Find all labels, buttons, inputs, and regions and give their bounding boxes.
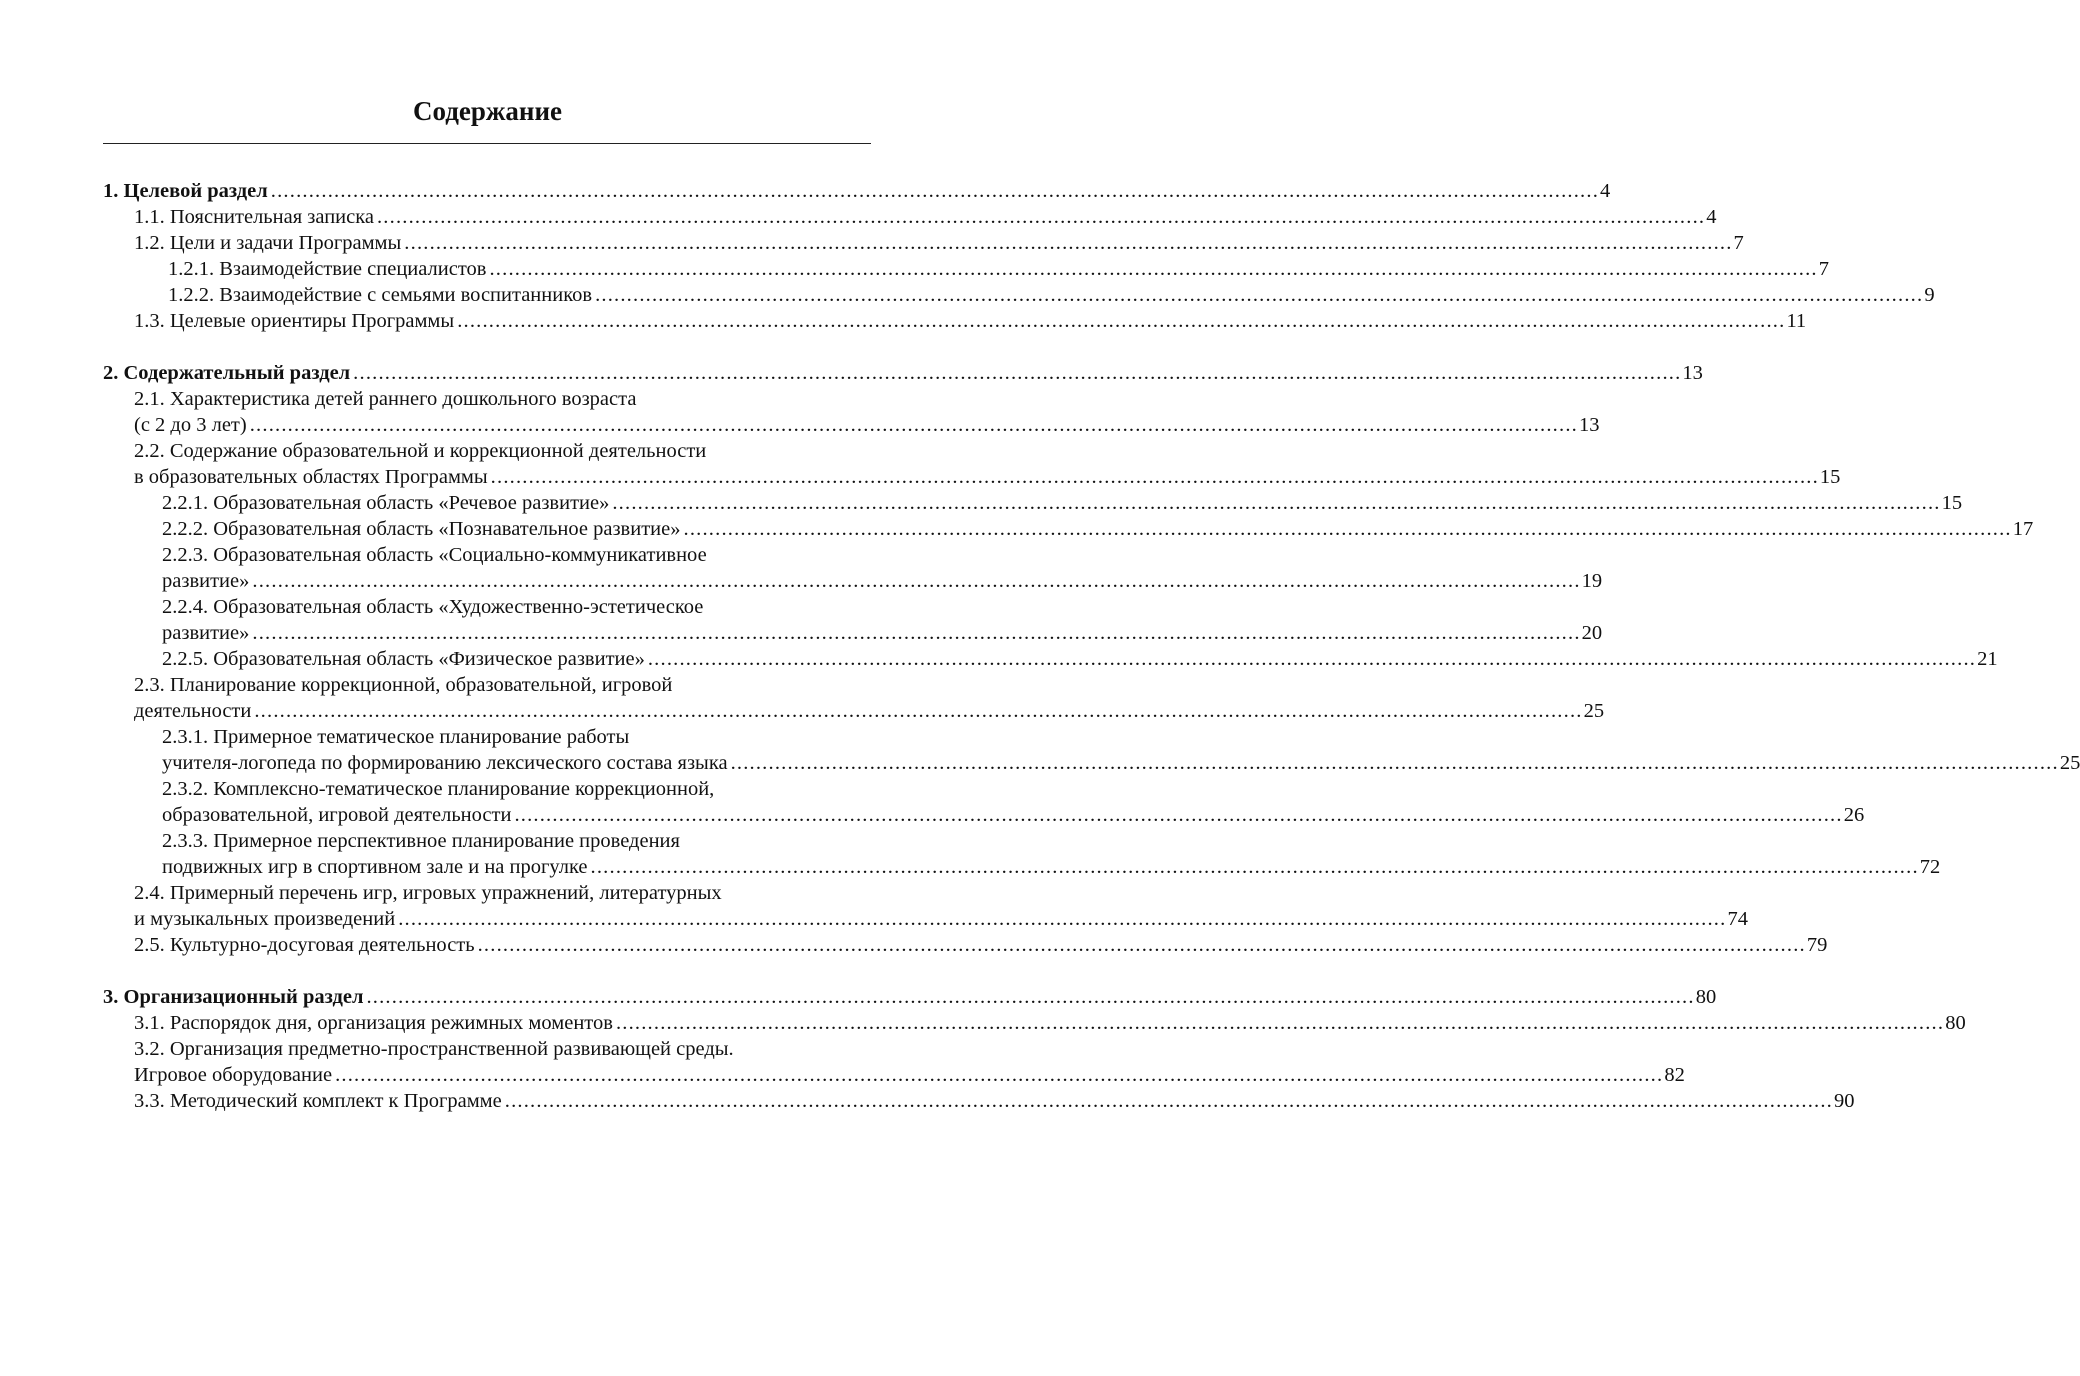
toc-entry-text: 1.2.2. Взаимодействие с семьями воспитанников — [168, 284, 593, 306]
toc-subentry-continuation[interactable] — [103, 750, 2080, 776]
toc-entry[interactable] — [103, 438, 871, 464]
toc-entry-text: 2.2.4. Образовательная область «Художественно-эстетическое — [162, 596, 704, 618]
dot-leader — [404, 230, 1732, 256]
toc-page-number: 9 — [1924, 284, 1935, 306]
toc-page-number: 13 — [1682, 362, 1703, 384]
toc-section-heading[interactable] — [103, 984, 1717, 1010]
toc-entry-text: 3.1. Распорядок дня, организация режимных моментов — [134, 1012, 613, 1034]
toc-page-number: 15 — [1941, 492, 1963, 514]
dot-leader — [648, 646, 1976, 672]
toc-page-number: 26 — [1843, 804, 1865, 826]
page-title: Содержание — [412, 96, 563, 126]
toc-entry-text: 1.2. Цели и задачи Программы — [134, 232, 402, 254]
toc-entry-text: образовательной, игровой деятельности — [162, 804, 512, 826]
dot-leader — [252, 568, 1580, 594]
toc-page-number: 19 — [1581, 570, 1603, 592]
toc-entry-text: 3.3. Методический комплект к Программе — [134, 1090, 502, 1112]
toc-entry-text: и музыкальных произведений — [134, 908, 396, 930]
dot-leader — [505, 1088, 1833, 1114]
toc-entry[interactable] — [103, 204, 1717, 230]
toc-page-number: 17 — [2012, 518, 2034, 540]
toc-entry-text: 1. Целевой раздел — [103, 180, 268, 202]
toc-entry-text: 2.2.2. Образовательная область «Познавательное развитие» — [162, 518, 681, 540]
toc-entry-continuation[interactable] — [103, 906, 1748, 932]
dot-leader — [612, 490, 1940, 516]
toc-page-number: 90 — [1834, 1090, 1855, 1112]
toc-entry-text: развитие» — [162, 570, 250, 592]
title-divider — [103, 143, 871, 144]
dot-leader — [489, 256, 1817, 282]
toc-entry-continuation[interactable] — [103, 698, 1605, 724]
toc-subentry-continuation[interactable] — [103, 854, 1941, 880]
toc-entry-text: 2.4. Примерный перечень игр, игровых упражнений, литературных — [134, 882, 722, 904]
dot-leader — [591, 854, 1919, 880]
toc-page-number: 11 — [1786, 310, 1807, 332]
dot-leader — [731, 750, 2059, 776]
toc-entry-text: 2.2.5. Образовательная область «Физическое развитие» — [162, 648, 645, 670]
toc-entry-text: 2.3.3. Примерное перспективное планирование проведения — [162, 830, 680, 852]
dot-leader — [377, 204, 1705, 230]
toc-entry-continuation[interactable] — [103, 464, 1841, 490]
toc-entry-text: развитие» — [162, 622, 250, 644]
toc-entry-text: 1.2.1. Взаимодействие специалистов — [168, 258, 487, 280]
dot-leader — [335, 1062, 1663, 1088]
toc-subentry-continuation[interactable] — [103, 568, 1603, 594]
dot-leader — [353, 360, 1681, 386]
toc-entry-text: 1.3. Целевые ориентиры Программы — [134, 310, 455, 332]
toc-entry-text: 2.2.3. Образовательная область «Социально-коммуникативное — [162, 544, 707, 566]
toc-page-number: 80 — [1945, 1012, 1966, 1034]
toc-page-number: 4 — [1706, 206, 1717, 228]
dot-leader — [595, 282, 1923, 308]
toc-subentry-continuation[interactable] — [103, 620, 1603, 646]
toc-entry[interactable] — [103, 230, 1744, 256]
toc-entry[interactable] — [103, 672, 871, 698]
toc-entry-text: 2.1. Характеристика детей раннего дошкольного возраста — [134, 388, 637, 410]
toc-entry-text: в образовательных областях Программы — [134, 466, 488, 488]
toc-subentry-continuation[interactable] — [103, 802, 1865, 828]
toc-page-number: 25 — [2059, 752, 2080, 774]
toc-entry-text: подвижных игр в спортивном зале и на прогулке — [162, 856, 588, 878]
toc-page-number: 25 — [1583, 700, 1605, 722]
toc-subentry[interactable] — [103, 646, 1998, 672]
toc-subentry[interactable] — [103, 256, 1829, 282]
dot-leader — [252, 620, 1580, 646]
toc-entry[interactable] — [103, 308, 1807, 334]
toc-entry-text: 2.3.2. Комплексно-тематическое планирование коррекционной, — [162, 778, 715, 800]
toc-page-number: 13 — [1578, 414, 1600, 436]
toc-page-number: 7 — [1733, 232, 1744, 254]
toc-entry-text: Игровое оборудование — [134, 1064, 333, 1086]
toc-entry-text: (с 2 до 3 лет) — [134, 414, 247, 436]
toc-entry-text: 2.5. Культурно-досуговая деятельность — [134, 934, 475, 956]
toc-entry[interactable] — [103, 880, 871, 906]
toc-entry-text: 2.3.1. Примерное тематическое планирование работы — [162, 726, 630, 748]
toc-entry-text: 3. Организационный раздел — [103, 986, 364, 1008]
toc-entry-text: 3.2. Организация предметно-пространственной развивающей среды. — [134, 1038, 734, 1060]
toc-entry[interactable] — [103, 1036, 871, 1062]
toc-entry-continuation[interactable] — [103, 412, 1600, 438]
toc-entry[interactable] — [103, 386, 871, 412]
toc-entry-text: 2.3. Планирование коррекционной, образовательной, игровой — [134, 674, 673, 696]
dot-leader — [478, 932, 1806, 958]
toc-subentry[interactable] — [103, 490, 1963, 516]
dot-leader — [271, 178, 1599, 204]
toc-entry-continuation[interactable] — [103, 1062, 1685, 1088]
dot-leader — [366, 984, 1694, 1010]
toc-entry-text: 2.2. Содержание образовательной и коррекционной деятельности — [134, 440, 707, 462]
dot-leader — [514, 802, 1842, 828]
toc-subentry[interactable] — [103, 516, 2034, 542]
dot-leader — [254, 698, 1582, 724]
toc-subentry[interactable] — [103, 776, 871, 802]
toc-entry-text: 2. Содержательный раздел — [103, 362, 351, 384]
toc-page-number: 82 — [1664, 1064, 1685, 1086]
toc-entry[interactable] — [103, 932, 1828, 958]
toc-page-number: 80 — [1695, 986, 1717, 1008]
toc-subentry[interactable] — [103, 724, 871, 750]
dot-leader — [616, 1010, 1944, 1036]
toc-entry[interactable] — [103, 1010, 1966, 1036]
toc-entry-text: деятельности — [134, 700, 252, 722]
toc-section-heading[interactable] — [103, 360, 1703, 386]
toc-page-number: 74 — [1727, 908, 1748, 930]
dot-leader — [684, 516, 2012, 542]
toc-subentry[interactable] — [103, 594, 871, 620]
toc-page-number: 15 — [1819, 466, 1841, 488]
toc-page-number: 79 — [1806, 934, 1828, 956]
toc-entry[interactable] — [103, 1088, 1855, 1114]
toc-page-number: 20 — [1581, 622, 1603, 644]
toc-page-number: 4 — [1600, 180, 1611, 202]
toc-subentry[interactable] — [103, 542, 871, 568]
dot-leader — [457, 308, 1785, 334]
toc-entry-text: 1.1. Пояснительная записка — [134, 206, 374, 228]
dot-leader — [491, 464, 1819, 490]
toc-section-heading[interactable] — [103, 178, 1611, 204]
table-of-contents — [103, 178, 2080, 1114]
toc-subentry[interactable] — [103, 282, 1935, 308]
toc-entry-text: учителя-логопеда по формированию лексического состава языка — [162, 752, 728, 774]
toc-page-number: 72 — [1919, 856, 1941, 878]
toc-page-number: 21 — [1977, 648, 1998, 670]
toc-page-number: 7 — [1818, 258, 1829, 280]
dot-leader — [250, 412, 1578, 438]
dot-leader — [398, 906, 1726, 932]
toc-entry-text: 2.2.1. Образовательная область «Речевое развитие» — [162, 492, 610, 514]
toc-subentry[interactable] — [103, 828, 871, 854]
